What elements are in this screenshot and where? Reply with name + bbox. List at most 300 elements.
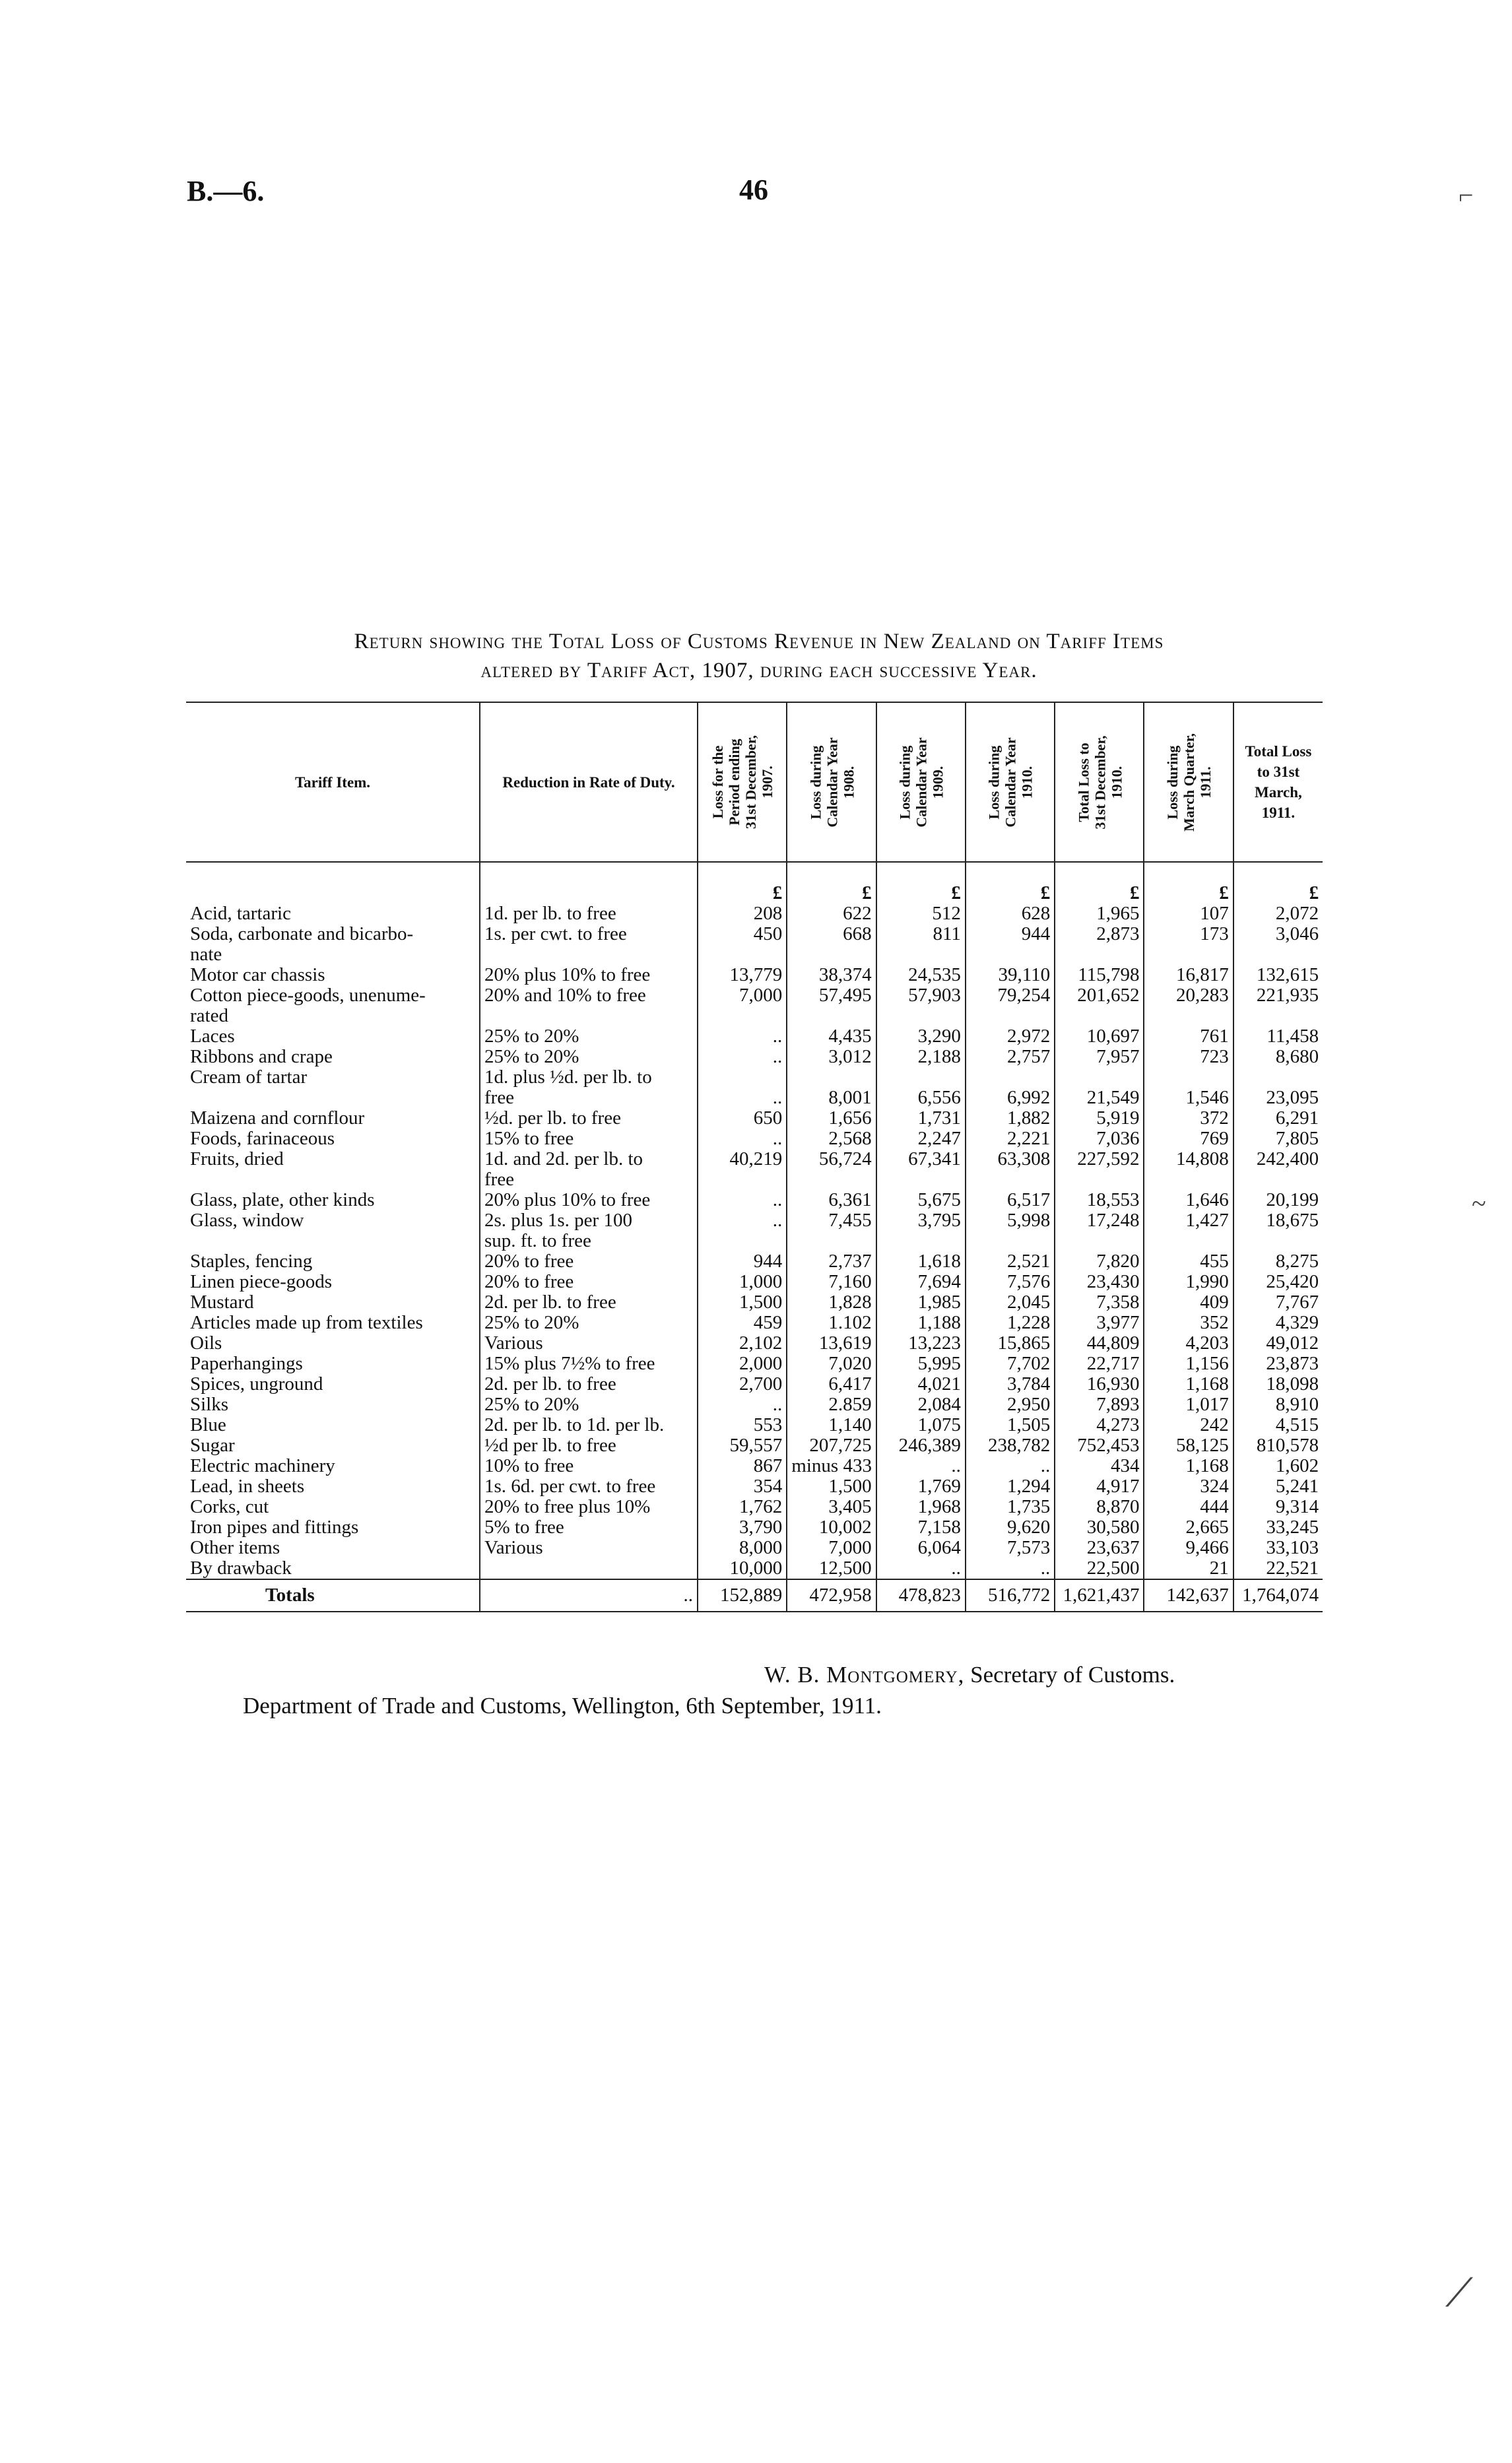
tariff-item-cell: Foods, farinaceous <box>186 1129 480 1149</box>
value-cell: 2,700 <box>698 1374 787 1395</box>
value-cell: 57,903 <box>876 985 966 1006</box>
value-cell: 1.102 <box>787 1313 876 1333</box>
value-cell: 2,757 <box>966 1047 1055 1067</box>
table-row <box>186 1272 1323 1292</box>
reduction-cell: 20% to free plus 10% <box>480 1497 698 1517</box>
value-cell <box>1233 1067 1323 1088</box>
value-cell: 23,873 <box>1266 1354 1319 1374</box>
column-header <box>966 702 1055 862</box>
totals-row <box>186 1579 1323 1612</box>
value-cell: 1,140 <box>787 1415 876 1435</box>
table-title <box>178 627 1340 685</box>
value-cell: 207,725 <box>787 1435 876 1456</box>
value-cell: 67,341 <box>876 1149 966 1169</box>
reduction-cell: Various <box>480 1333 698 1354</box>
value-cell: 242 <box>1144 1415 1233 1435</box>
value-cell: 7,000 <box>787 1538 876 1558</box>
value-cell: 242,400 <box>1256 1149 1319 1169</box>
value-cell: 44,809 <box>1055 1333 1144 1354</box>
tariff-item-cell: Iron pipes and fittings <box>186 1517 480 1538</box>
value-cell: 761 <box>1144 1026 1233 1047</box>
value-cell <box>966 1169 1055 1190</box>
value-cell: 1,168 <box>1144 1374 1233 1395</box>
value-cell: 444 <box>1144 1497 1233 1517</box>
table-row <box>186 924 1323 944</box>
reduction-cell: 1d. per lb. to free <box>480 903 698 924</box>
value-cell: 7,573 <box>966 1538 1055 1558</box>
table-row <box>186 944 1323 965</box>
value-cell: 1,602 <box>1275 1456 1319 1476</box>
reduction-cell: 25% to 20% <box>480 1313 698 1333</box>
value-cell: 3,046 <box>1275 924 1319 944</box>
value-cell: 2,972 <box>966 1026 1055 1047</box>
value-cell: 4,917 <box>1055 1476 1144 1497</box>
reduction-cell: 20% to free <box>480 1251 698 1272</box>
value-cell <box>1233 1006 1323 1026</box>
value-cell: 810,578 <box>1256 1435 1319 1456</box>
table-body <box>186 862 1323 1612</box>
value-cell: 107 <box>1144 903 1233 924</box>
tariff-item-cell: Paperhangings <box>186 1354 480 1374</box>
column-header-label: Loss for the Period ending 31st December, 1907. <box>709 735 776 830</box>
value-cell: 8,680 <box>1275 1047 1319 1067</box>
value-cell: 12,500 <box>787 1558 876 1579</box>
value-cell: 628 <box>966 903 1055 924</box>
value-cell: 13,779 <box>698 965 787 985</box>
column-header <box>1055 702 1144 862</box>
value-cell: 16,930 <box>1055 1374 1144 1395</box>
totals-value: 516,772 <box>966 1579 1055 1612</box>
value-cell: 15,865 <box>966 1333 1055 1354</box>
margin-mark: ⟋ <box>1445 2271 1473 2315</box>
value-cell: 6,361 <box>787 1190 876 1210</box>
value-cell: 434 <box>1055 1456 1144 1476</box>
value-cell: 5,241 <box>1275 1476 1319 1497</box>
value-cell: 18,675 <box>1266 1210 1319 1231</box>
value-cell: 5,995 <box>876 1354 966 1374</box>
value-cell: 3,784 <box>966 1374 1055 1395</box>
reduction-cell: 10% to free <box>480 1456 698 1476</box>
table-row <box>186 1210 1323 1231</box>
unit-cell: £ <box>1055 862 1144 903</box>
tariff-item-cell: Silks <box>186 1395 480 1415</box>
tariff-item-cell: rated <box>186 1006 480 1026</box>
tariff-item-cell: Acid, tartaric <box>186 903 480 924</box>
table-row <box>186 1558 1323 1579</box>
value-cell: 6,064 <box>876 1538 966 1558</box>
reduction-cell: 20% plus 10% to free <box>480 965 698 985</box>
reduction-cell: sup. ft. to free <box>480 1231 698 1251</box>
value-cell: 2,072 <box>1275 903 1319 924</box>
value-cell: 668 <box>787 924 876 944</box>
value-cell <box>966 1006 1055 1026</box>
value-cell: 2,950 <box>966 1395 1055 1415</box>
value-cell <box>966 944 1055 965</box>
value-cell: 17,248 <box>1055 1210 1144 1231</box>
value-cell: 2.859 <box>787 1395 876 1415</box>
reduction-cell: 15% to free <box>480 1129 698 1149</box>
reduction-cell <box>480 944 698 965</box>
value-cell <box>1055 944 1144 965</box>
value-cell: 10,000 <box>698 1558 787 1579</box>
value-cell: 1,762 <box>698 1497 787 1517</box>
reduction-cell: 1d. and 2d. per lb. to <box>480 1149 698 1169</box>
column-header: Total Loss to 31st March, 1911. <box>1233 702 1323 862</box>
value-cell: 24,535 <box>876 965 966 985</box>
value-cell: minus 433 <box>787 1456 876 1476</box>
tariff-item-cell: Staples, fencing <box>186 1251 480 1272</box>
value-cell: 3,790 <box>698 1517 787 1538</box>
value-cell: 227,592 <box>1055 1149 1144 1169</box>
department-line: Department of Trade and Customs, Wellington, 6th September, 1911. <box>243 1693 882 1719</box>
value-cell: .. <box>876 1456 966 1476</box>
value-cell: 1,228 <box>966 1313 1055 1333</box>
value-cell: 1,968 <box>876 1497 966 1517</box>
value-cell: 1,000 <box>698 1272 787 1292</box>
tariff-item-cell: Mustard <box>186 1292 480 1313</box>
value-cell: 512 <box>876 903 966 924</box>
value-cell: 459 <box>698 1313 787 1333</box>
value-cell: .. <box>698 1088 787 1108</box>
page-number: 46 <box>739 174 768 206</box>
value-cell: 2,188 <box>876 1047 966 1067</box>
value-cell: 9,466 <box>1144 1538 1233 1558</box>
value-cell: 1,646 <box>1144 1190 1233 1210</box>
value-cell: 25,420 <box>1266 1272 1319 1292</box>
value-cell: 1,769 <box>876 1476 966 1497</box>
value-cell: 30,580 <box>1055 1517 1144 1538</box>
reduction-cell: free <box>480 1169 698 1190</box>
value-cell <box>1233 944 1323 965</box>
page-reference: B.—6. <box>187 175 265 207</box>
value-cell: 18,098 <box>1266 1374 1319 1395</box>
value-cell: 867 <box>698 1456 787 1476</box>
tariff-item-cell: Corks, cut <box>186 1497 480 1517</box>
value-cell <box>787 1169 876 1190</box>
value-cell: 7,160 <box>787 1272 876 1292</box>
value-cell: 40,219 <box>698 1149 787 1169</box>
table-row <box>186 903 1323 924</box>
reduction-cell: 20% plus 10% to free <box>480 1190 698 1210</box>
column-header: Tariff Item. <box>186 702 480 862</box>
value-cell: 8,001 <box>787 1088 876 1108</box>
signature-role: Secretary of Customs. <box>970 1662 1175 1688</box>
reduction-cell: 5% to free <box>480 1517 698 1538</box>
tariff-item-cell: Spices, unground <box>186 1374 480 1395</box>
reduction-cell: 1s. per cwt. to free <box>480 924 698 944</box>
reduction-cell: 15% plus 7½% to free <box>480 1354 698 1374</box>
value-cell: 7,000 <box>698 985 787 1006</box>
column-header-label: Loss during Calendar Year 1909. <box>896 737 946 828</box>
tariff-item-cell: Other items <box>186 1538 480 1558</box>
value-cell: 21,549 <box>1055 1088 1144 1108</box>
value-cell: 455 <box>1144 1251 1233 1272</box>
reduction-cell <box>480 1006 698 1026</box>
unit-cell <box>480 862 698 903</box>
margin-mark: ~ <box>1472 1189 1486 1218</box>
tariff-item-cell: Linen piece-goods <box>186 1272 480 1292</box>
value-cell <box>1144 1006 1233 1026</box>
value-cell: 7,805 <box>1275 1129 1319 1149</box>
value-cell: 22,521 <box>1266 1558 1319 1579</box>
value-cell <box>1144 1169 1233 1190</box>
value-cell: 1,656 <box>787 1108 876 1129</box>
value-cell: 10,697 <box>1055 1026 1144 1047</box>
value-cell: .. <box>698 1395 787 1415</box>
value-cell: 1,168 <box>1144 1456 1233 1476</box>
value-cell: 208 <box>698 903 787 924</box>
value-cell: 132,615 <box>1256 965 1319 985</box>
unit-cell: £ <box>876 862 966 903</box>
column-header-label: Total Loss to 31st December, 1910. <box>1075 735 1125 830</box>
value-cell: .. <box>966 1456 1055 1476</box>
value-cell: 6,417 <box>787 1374 876 1395</box>
value-cell: 8,870 <box>1055 1497 1144 1517</box>
value-cell <box>787 944 876 965</box>
column-header-label: Loss during March Quarter, 1911. <box>1164 733 1214 832</box>
value-cell: .. <box>698 1129 787 1149</box>
reduction-cell: 2s. plus 1s. per 100 <box>480 1210 698 1231</box>
value-cell: 7,576 <box>966 1272 1055 1292</box>
table-row <box>186 1108 1323 1129</box>
value-cell: 1,156 <box>1144 1354 1233 1374</box>
tariff-item-cell: nate <box>186 944 480 965</box>
reduction-cell: 25% to 20% <box>480 1026 698 1047</box>
value-cell: 33,245 <box>1266 1517 1319 1538</box>
table-row <box>186 965 1323 985</box>
value-cell <box>787 1006 876 1026</box>
table-title-line-1: Return showing the Total Loss of Customs Revenue in New Zealand on Tariff Items <box>354 630 1164 653</box>
tariff-item-cell: Soda, carbonate and bicarbo- <box>186 924 480 944</box>
totals-value: 478,823 <box>876 1579 966 1612</box>
value-cell <box>698 944 787 965</box>
value-cell: 769 <box>1144 1129 1233 1149</box>
margin-mark: ⌐ <box>1459 180 1474 210</box>
totals-value: 472,958 <box>787 1579 876 1612</box>
totals-value: 1,764,074 <box>1233 1579 1323 1612</box>
value-cell: 944 <box>698 1251 787 1272</box>
value-cell: 372 <box>1144 1108 1233 1129</box>
value-cell: 58,125 <box>1144 1435 1233 1456</box>
value-cell: 4,273 <box>1055 1415 1144 1435</box>
value-cell: 23,095 <box>1266 1088 1319 1108</box>
table-row <box>186 1067 1323 1088</box>
value-cell: 7,767 <box>1275 1292 1319 1313</box>
value-cell <box>698 1067 787 1088</box>
tariff-item-cell: Fruits, dried <box>186 1149 480 1169</box>
value-cell: 173 <box>1144 924 1233 944</box>
table-row <box>186 1047 1323 1067</box>
value-cell: 2,247 <box>876 1129 966 1149</box>
tariff-item-cell: Glass, plate, other kinds <box>186 1190 480 1210</box>
tariff-item-cell: Maizena and cornflour <box>186 1108 480 1129</box>
table-row <box>186 1169 1323 1190</box>
value-cell: 7,020 <box>787 1354 876 1374</box>
unit-cell: £ <box>787 862 876 903</box>
value-cell: 221,935 <box>1256 985 1319 1006</box>
value-cell: 23,430 <box>1055 1272 1144 1292</box>
value-cell: 409 <box>1144 1292 1233 1313</box>
value-cell: 1,731 <box>876 1108 966 1129</box>
value-cell: 5,675 <box>876 1190 966 1210</box>
value-cell: 1,075 <box>876 1415 966 1435</box>
totals-value: 142,637 <box>1144 1579 1233 1612</box>
value-cell: 33,103 <box>1266 1538 1319 1558</box>
table-row <box>186 1333 1323 1354</box>
reduction-cell: 2d. per lb. to free <box>480 1292 698 1313</box>
table-row <box>186 1190 1323 1210</box>
value-cell: 811 <box>876 924 966 944</box>
table-row <box>186 1149 1323 1169</box>
value-cell: .. <box>966 1558 1055 1579</box>
table-row <box>186 1292 1323 1313</box>
table-row <box>186 1251 1323 1272</box>
value-cell: 21 <box>1144 1558 1233 1579</box>
totals-value: 152,889 <box>698 1579 787 1612</box>
value-cell: 115,798 <box>1055 965 1144 985</box>
value-cell: 5,998 <box>966 1210 1055 1231</box>
column-header-label: Loss during Calendar Year 1908. <box>807 737 857 828</box>
reduction-cell: free <box>480 1088 698 1108</box>
column-header <box>787 702 876 862</box>
value-cell <box>1144 1231 1233 1251</box>
column-header <box>876 702 966 862</box>
value-cell: 7,358 <box>1055 1292 1144 1313</box>
value-cell: 23,637 <box>1055 1538 1144 1558</box>
table-row <box>186 1026 1323 1047</box>
value-cell: .. <box>876 1558 966 1579</box>
value-cell: 352 <box>1144 1313 1233 1333</box>
table-row <box>186 1435 1323 1456</box>
value-cell <box>698 1006 787 1026</box>
tariff-item-cell: Cream of tartar <box>186 1067 480 1088</box>
value-cell: 2,000 <box>698 1354 787 1374</box>
value-cell: 1,500 <box>698 1292 787 1313</box>
reduction-cell: 1s. 6d. per cwt. to free <box>480 1476 698 1497</box>
table-row <box>186 1088 1323 1108</box>
value-cell <box>787 1231 876 1251</box>
value-cell: 1,427 <box>1144 1210 1233 1231</box>
tariff-item-cell: Sugar <box>186 1435 480 1456</box>
totals-reduction: .. <box>480 1579 698 1612</box>
value-cell: 57,495 <box>787 985 876 1006</box>
unit-cell: £ <box>1309 882 1319 903</box>
value-cell: .. <box>698 1047 787 1067</box>
value-cell: 7,036 <box>1055 1129 1144 1149</box>
table-row <box>186 1313 1323 1333</box>
value-cell: 2,521 <box>966 1251 1055 1272</box>
reduction-cell: 25% to 20% <box>480 1395 698 1415</box>
reduction-cell: 1d. plus ½d. per lb. to <box>480 1067 698 1088</box>
value-cell: 4,203 <box>1144 1333 1233 1354</box>
value-cell: 944 <box>966 924 1055 944</box>
value-cell: 7,957 <box>1055 1047 1144 1067</box>
value-cell: 1,882 <box>966 1108 1055 1129</box>
tariff-item-cell: Articles made up from textiles <box>186 1313 480 1333</box>
value-cell: 13,223 <box>876 1333 966 1354</box>
value-cell: 3,012 <box>787 1047 876 1067</box>
value-cell: 18,553 <box>1055 1190 1144 1210</box>
value-cell: 63,308 <box>966 1149 1055 1169</box>
table-row <box>186 1497 1323 1517</box>
tariff-loss-table <box>186 702 1323 1612</box>
value-cell: 4,515 <box>1275 1415 1319 1435</box>
table-header-row <box>186 702 1323 862</box>
reduction-cell: ½d per lb. to free <box>480 1435 698 1456</box>
value-cell <box>1233 1231 1323 1251</box>
value-cell: 3,795 <box>876 1210 966 1231</box>
table-title-line-2: altered by Tariff Act, 1907, during each successive Year. <box>480 659 1037 682</box>
tariff-item-cell: Ribbons and crape <box>186 1047 480 1067</box>
value-cell: 56,724 <box>787 1149 876 1169</box>
value-cell: 1,188 <box>876 1313 966 1333</box>
value-cell: 8,000 <box>698 1538 787 1558</box>
reduction-cell <box>480 1558 698 1579</box>
value-cell: 1,294 <box>966 1476 1055 1497</box>
value-cell: 8,910 <box>1275 1395 1319 1415</box>
value-cell <box>698 1231 787 1251</box>
column-header <box>1144 702 1233 862</box>
tariff-item-cell: Blue <box>186 1415 480 1435</box>
value-cell: 2,084 <box>876 1395 966 1415</box>
value-cell: 2,045 <box>966 1292 1055 1313</box>
unit-cell: £ <box>698 862 787 903</box>
value-cell: 2,737 <box>787 1251 876 1272</box>
table-row <box>186 1395 1323 1415</box>
value-cell: 59,557 <box>698 1435 787 1456</box>
column-header <box>698 702 787 862</box>
value-cell: 20,283 <box>1144 985 1233 1006</box>
value-cell: 7,893 <box>1055 1395 1144 1415</box>
value-cell: 450 <box>698 924 787 944</box>
value-cell: 3,405 <box>787 1497 876 1517</box>
value-cell: 6,517 <box>966 1190 1055 1210</box>
value-cell: 49,012 <box>1266 1333 1319 1354</box>
table-row <box>186 1517 1323 1538</box>
unit-cell: £ <box>966 862 1055 903</box>
totals-value: 1,621,437 <box>1055 1579 1144 1612</box>
value-cell: 246,389 <box>876 1435 966 1456</box>
value-cell <box>1144 944 1233 965</box>
value-cell: 1,618 <box>876 1251 966 1272</box>
table-row <box>186 1354 1323 1374</box>
reduction-cell: Various <box>480 1538 698 1558</box>
value-cell <box>1055 1169 1144 1190</box>
totals-label: Totals <box>186 1579 480 1612</box>
value-cell: 9,620 <box>966 1517 1055 1538</box>
table-row <box>186 1476 1323 1497</box>
tariff-item-cell <box>186 1231 480 1251</box>
value-cell <box>966 1231 1055 1251</box>
value-cell: 4,329 <box>1275 1313 1319 1333</box>
value-cell <box>966 1067 1055 1088</box>
value-cell <box>1055 1067 1144 1088</box>
value-cell <box>1055 1231 1144 1251</box>
value-cell: 7,820 <box>1055 1251 1144 1272</box>
value-cell: 1,017 <box>1144 1395 1233 1415</box>
signature-name: W. B. Montgomery, <box>764 1662 965 1688</box>
value-cell: 22,500 <box>1055 1558 1144 1579</box>
table-row <box>186 1006 1323 1026</box>
signature <box>764 1662 1175 1688</box>
value-cell: 2,873 <box>1055 924 1144 944</box>
value-cell: .. <box>698 1190 787 1210</box>
table-row <box>186 1456 1323 1476</box>
unit-row <box>186 862 1323 903</box>
value-cell: 13,619 <box>787 1333 876 1354</box>
value-cell <box>1144 1067 1233 1088</box>
value-cell <box>876 1067 966 1088</box>
